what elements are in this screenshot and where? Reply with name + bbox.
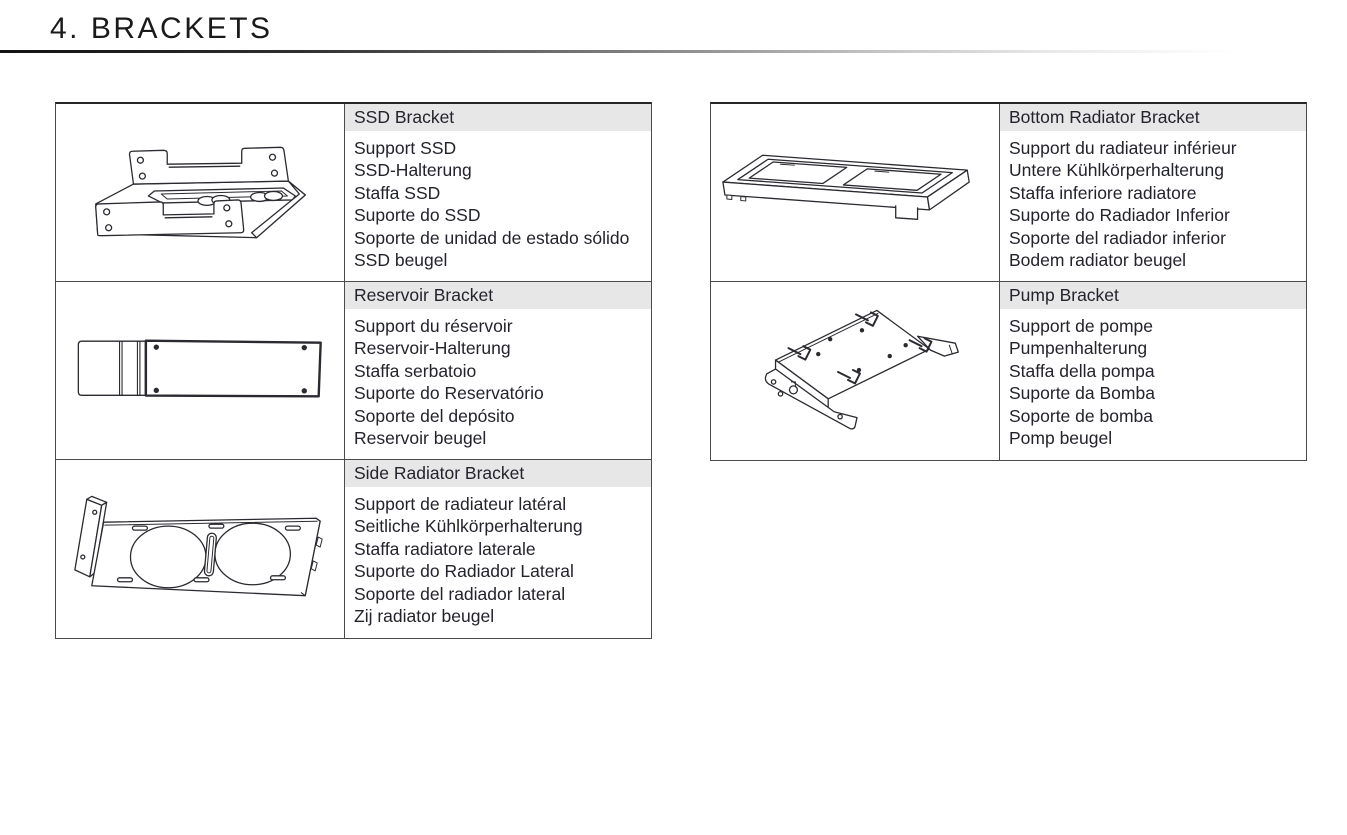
bracket-translations	[1000, 133, 1306, 277]
translation-line: Suporte do Reservatório	[354, 383, 544, 404]
translation-line: Seitliche Kühlkörperhalterung	[354, 516, 583, 537]
bracket-info	[1000, 104, 1306, 281]
translation-line: Soporte de bomba	[1009, 405, 1153, 426]
translation-line: SSD-Halterung	[354, 160, 472, 181]
bracket-info	[1000, 282, 1306, 460]
translation-line: Suporte do Radiador Inferior	[1009, 205, 1230, 226]
translation-line: Staffa radiatore laterale	[354, 538, 536, 559]
translation-line: Soporte del depósito	[354, 405, 515, 426]
translation-line: Suporte da Bomba	[1009, 383, 1155, 404]
bracket-translations	[1000, 311, 1306, 455]
translation-line: SSD beugel	[354, 250, 448, 271]
translation-line: Staffa serbatoio	[354, 360, 477, 381]
bracket-title: Bottom Radiator Bracket	[1000, 104, 1306, 131]
translation-line: Staffa SSD	[354, 182, 441, 203]
translation-line: Bodem radiator beugel	[1009, 250, 1187, 271]
bracket-title: Pump Bracket	[1000, 282, 1306, 309]
translation-line: Suporte do Radiador Lateral	[354, 561, 574, 582]
table-row	[56, 104, 651, 282]
translation-line: Reservoir-Halterung	[354, 338, 511, 359]
table-row	[711, 104, 1306, 282]
brackets-table-right	[710, 102, 1307, 461]
bracket-info	[345, 282, 651, 459]
translation-line: Support de pompe	[1009, 316, 1153, 336]
translation-line: Pumpenhalterung	[1009, 338, 1148, 359]
translation-line: Soporte del radiador lateral	[354, 583, 566, 604]
translation-line: Support SSD	[354, 138, 457, 158]
bracket-translations	[345, 489, 651, 633]
bracket-title: SSD Bracket	[345, 104, 651, 131]
translation-line: Untere Kühlkörperhalterung	[1009, 160, 1224, 181]
table-row	[711, 282, 1306, 460]
translation-line: Staffa della pompa	[1009, 360, 1155, 381]
bracket-info	[345, 460, 651, 638]
side-radiator-bracket-icon	[56, 462, 344, 637]
translation-line: Pomp beugel	[1009, 428, 1113, 449]
translation-line: Support du réservoir	[354, 316, 513, 336]
bottom-radiator-bracket-illustration-cell	[711, 104, 1000, 281]
brackets-table-left	[55, 102, 652, 639]
bracket-title: Reservoir Bracket	[345, 282, 651, 309]
translation-line: Staffa inferiore radiatore	[1009, 182, 1197, 203]
translation-line: Soporte del radiador inferior	[1009, 227, 1226, 248]
bottom-radiator-bracket-icon	[711, 105, 999, 280]
pump-bracket-icon	[711, 284, 999, 459]
table-row	[56, 282, 651, 460]
bracket-translations	[345, 311, 651, 455]
ssd-bracket-icon	[56, 105, 344, 280]
reservoir-bracket-icon	[56, 283, 344, 458]
side-radiator-bracket-illustration-cell	[56, 460, 345, 638]
pump-bracket-illustration-cell	[711, 282, 1000, 460]
ssd-bracket-illustration-cell	[56, 104, 345, 281]
reservoir-bracket-illustration-cell	[56, 282, 345, 459]
bracket-info	[345, 104, 651, 281]
translation-line: Suporte do SSD	[354, 205, 481, 226]
translation-line: Support de radiateur latéral	[354, 494, 567, 514]
translation-line: Zij radiator beugel	[354, 606, 495, 627]
bracket-title: Side Radiator Bracket	[345, 460, 651, 487]
title-divider	[0, 50, 1347, 53]
bracket-translations	[345, 133, 651, 277]
page-title: 4. BRACKETS	[50, 12, 273, 45]
table-row	[56, 460, 651, 638]
translation-line: Soporte de unidad de estado sólido	[354, 227, 630, 248]
translation-line: Support du radiateur inférieur	[1009, 138, 1237, 158]
translation-line: Reservoir beugel	[354, 428, 487, 449]
